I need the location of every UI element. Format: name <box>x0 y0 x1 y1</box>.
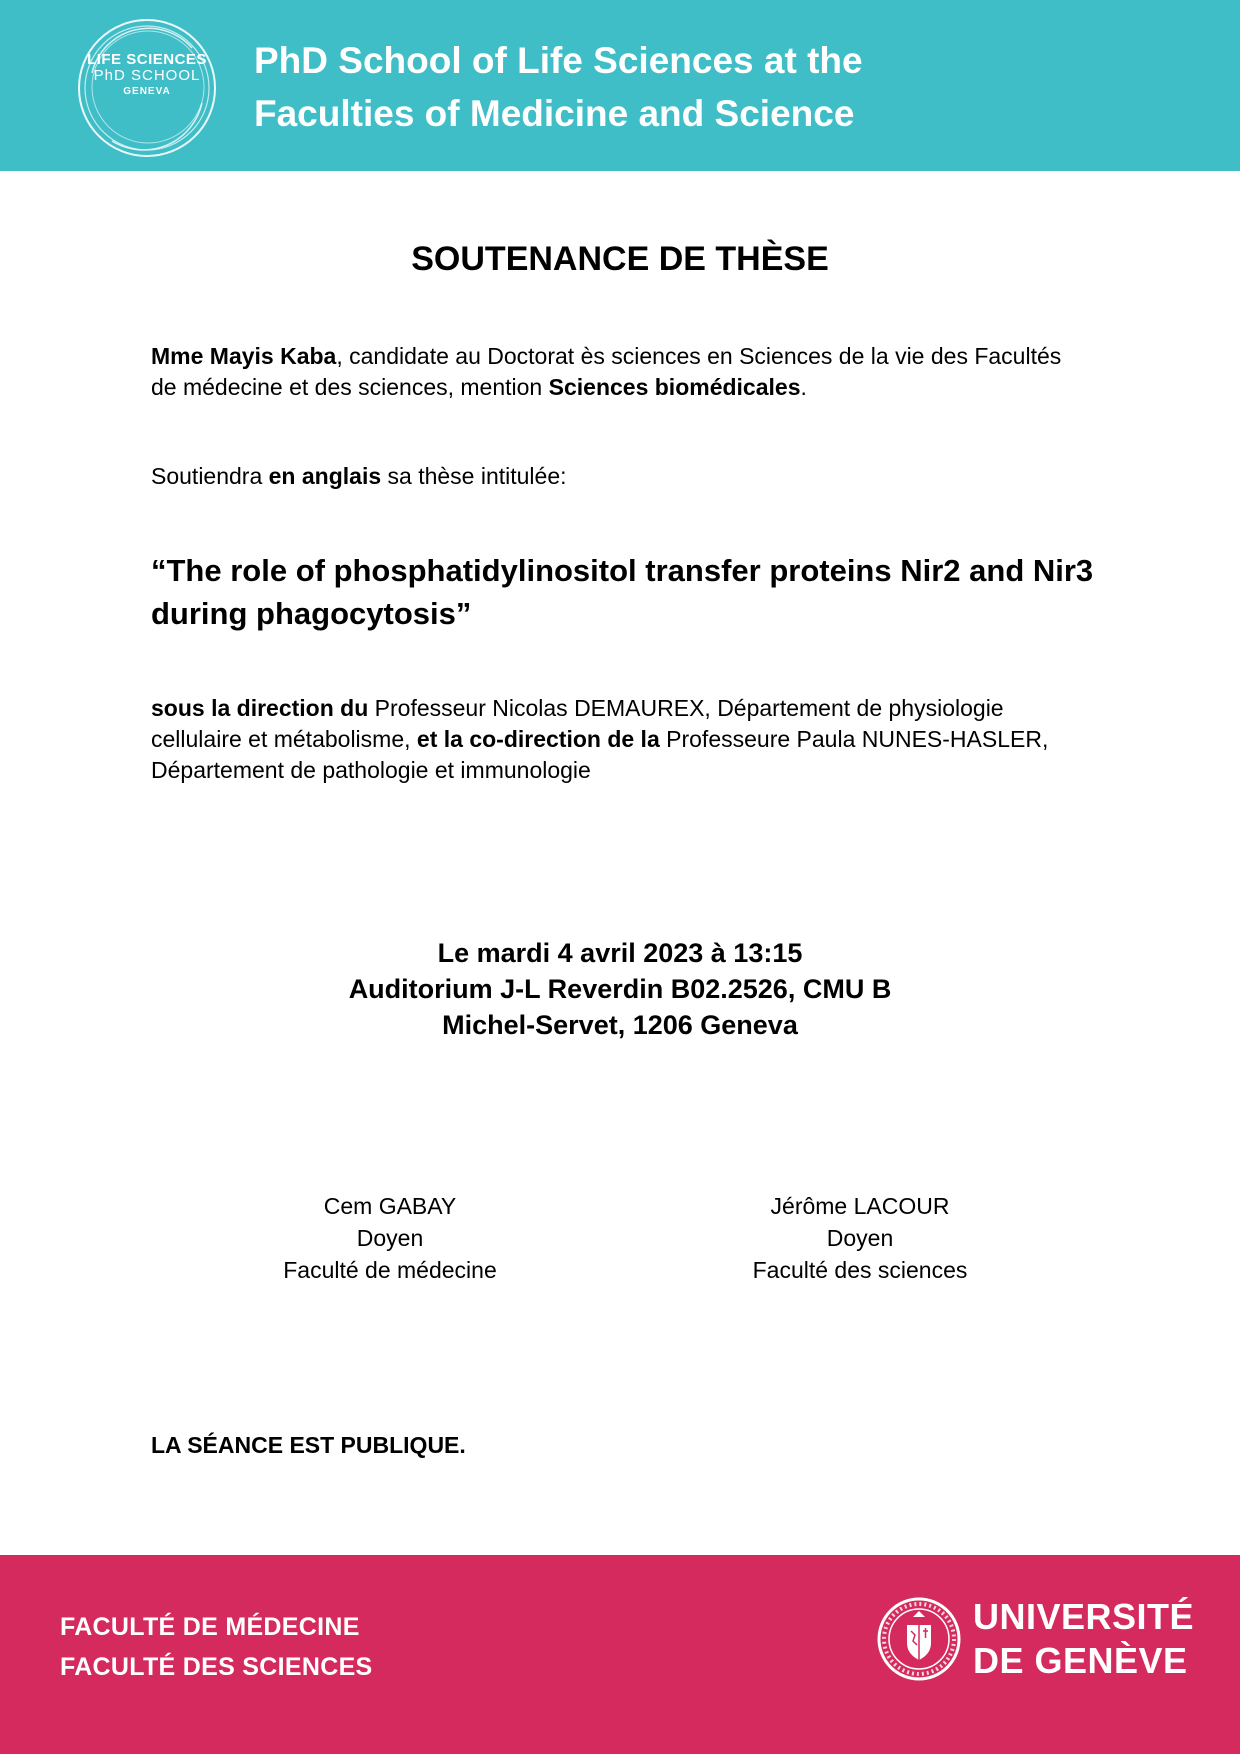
public-notice: LA SÉANCE EST PUBLIQUE. <box>151 1432 466 1458</box>
direction-text: Professeur Nicolas DEMAUREX, Département de physiologie cellulaire et métabolisme, <box>151 695 1004 752</box>
logo-text <box>72 52 222 97</box>
candidate-mention: Sciences biomédicales <box>548 374 801 400</box>
signatory-role: Doyen <box>826 1225 894 1251</box>
defense-intro-post: sa thèse intitulée: <box>381 463 567 489</box>
codirection-label: et la co-direction de la <box>416 726 660 752</box>
defense-intro-pre: Soutiendra <box>151 463 269 489</box>
footer-banner <box>0 1555 1240 1754</box>
signatory-faculty: Faculté de médecine <box>283 1257 497 1283</box>
defense-language: en anglais <box>268 463 382 489</box>
signatory-name: Jérôme LACOUR <box>770 1193 950 1219</box>
direction-paragraph <box>151 693 1091 786</box>
event-date: Le mardi 4 avril 2023 à 13:15 <box>437 938 803 968</box>
signatory-faculty: Faculté des sciences <box>752 1257 968 1283</box>
signatory-role: Doyen <box>356 1225 424 1251</box>
signatory-medicine <box>190 1190 590 1286</box>
school-title-line1: PhD School of Life Sciences at the <box>254 40 863 81</box>
footer-faculty-medicine: FACULTÉ DE MÉDECINE <box>60 1613 360 1641</box>
defense-intro <box>151 461 1091 492</box>
header-banner <box>0 0 1240 171</box>
footer-faculty-sciences: FACULTÉ DES SCIENCES <box>60 1653 373 1681</box>
footer-faculties <box>60 1607 373 1687</box>
university-line1: UNIVERSITÉ <box>973 1596 1195 1637</box>
logo-line1: LIFE SCIENCES <box>87 51 207 68</box>
direction-label: sous la direction du <box>151 695 369 721</box>
university-name <box>973 1595 1194 1683</box>
event-room: Auditorium J-L Reverdin B02.2526, CMU B <box>348 974 892 1004</box>
signatory-sciences <box>660 1190 1060 1286</box>
candidate-text-b: . <box>800 374 807 400</box>
school-title-line2: Faculties of Medicine and Science <box>254 93 855 134</box>
candidate-paragraph <box>151 341 1091 403</box>
unige-emblem-icon <box>877 1597 961 1681</box>
codirection-text: Professeure Paula NUNES-HASLER, Département de pathologie et immunologie <box>151 726 1049 783</box>
school-title <box>254 34 863 140</box>
candidate-name: Mme Mayis Kaba <box>151 343 337 369</box>
thesis-title: “The role of phosphatidylinositol transfer proteins Nir2 and Nir3 during phagocytosis” <box>151 553 1094 631</box>
logo-line2: PhD SCHOOL <box>93 67 201 84</box>
signatory-name: Cem GABAY <box>323 1193 457 1219</box>
page-title: SOUTENANCE DE THÈSE <box>411 240 829 278</box>
university-line2: DE GENÈVE <box>973 1640 1188 1681</box>
event-address: Michel-Servet, 1206 Geneva <box>442 1010 798 1040</box>
event-details <box>0 935 1240 1043</box>
logo-line3: GENEVA <box>123 86 171 97</box>
candidate-text-a: , candidate au Doctorat ès sciences en Sciences de la vie des Facultés de médecine et des sciences, mention <box>151 343 1062 400</box>
